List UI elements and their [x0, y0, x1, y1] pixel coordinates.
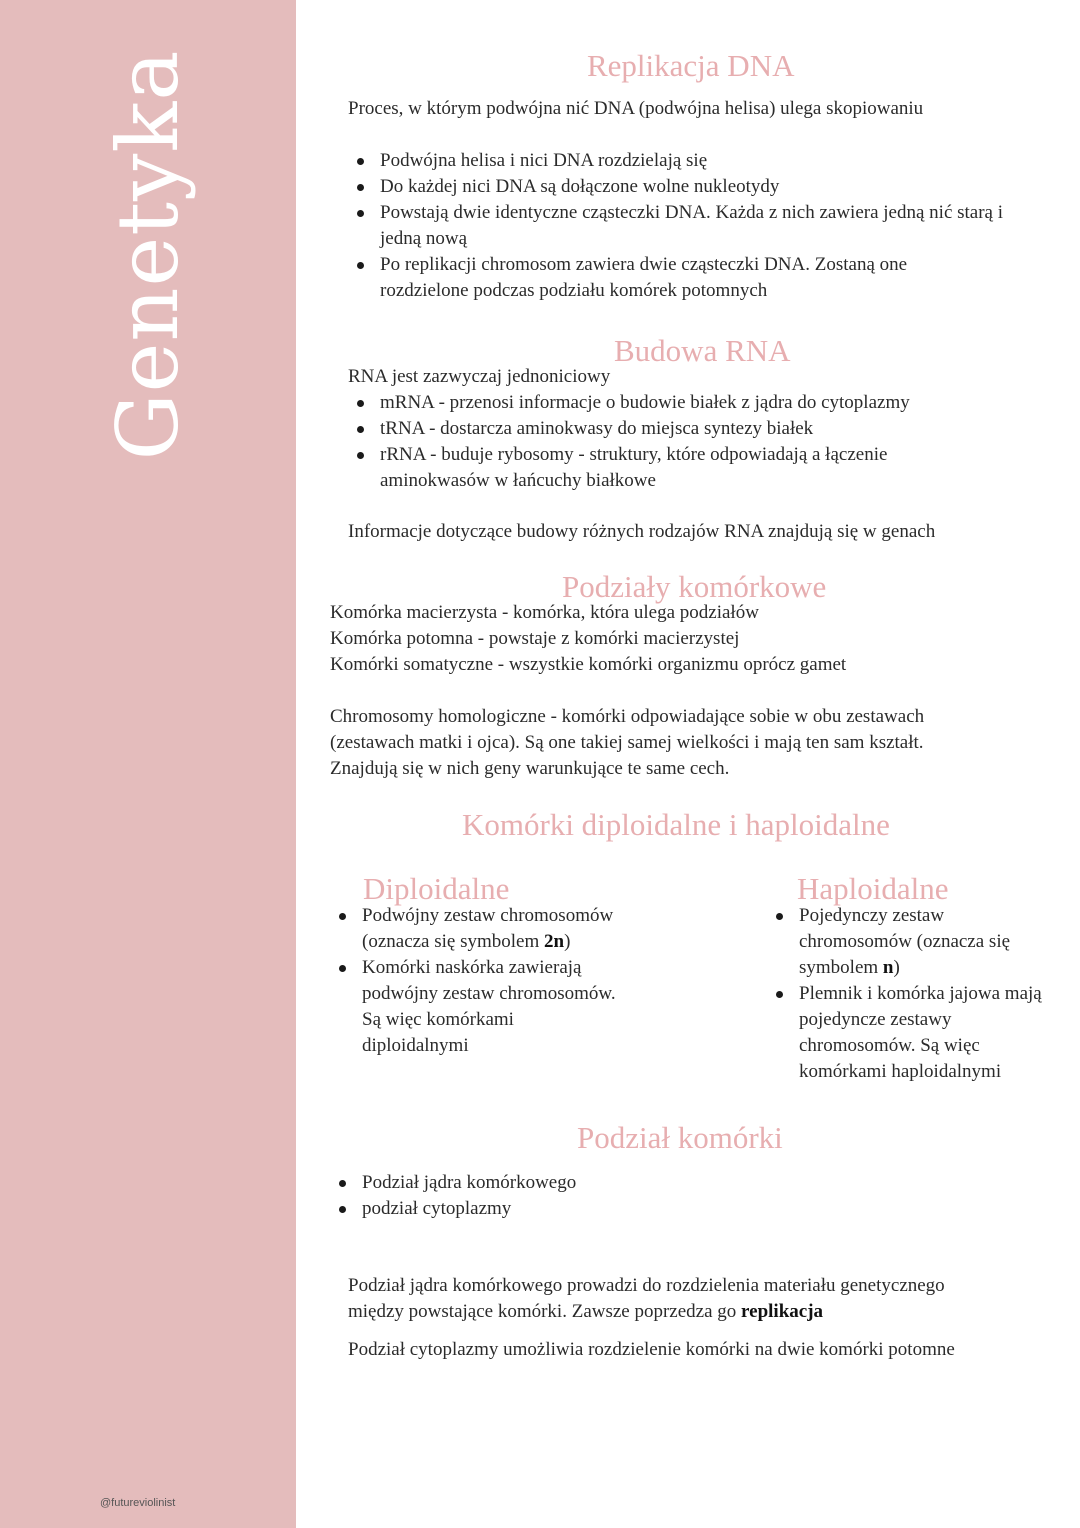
diploid-b1-text: Podwójny zestaw chromosomów (oznacza się symbolem [362, 905, 614, 952]
podzial-p1-line1: Podział jądra komórkowego prowadzi do rozdzielenia materiału genetycznego [348, 1275, 945, 1296]
podzial-list [330, 1170, 730, 1222]
list-item [767, 903, 1052, 981]
list-item: Komórki naskórka zawierają podwójny zestaw chromosomów. Są więc komórkami diploidalnymi [330, 955, 620, 1059]
symbol-2n: 2n [544, 931, 565, 952]
rna-note: Informacje dotyczące budowy różnych rodzajów RNA znajdują się w genach [348, 521, 936, 542]
list-item: mRNA - przenosi informacje o budowie białek z jądra do cytoplazmy [348, 390, 963, 416]
list-item: Podwójna helisa i nici DNA rozdzielają się [348, 148, 1048, 174]
list-item: tRNA - dostarcza aminokwasy do miejsca syntezy białek [348, 416, 963, 442]
sidebar-title: Genetyka [99, 49, 197, 461]
rna-list [348, 390, 963, 494]
list-item: Do każdej nici DNA są dołączone wolne nukleotydy [348, 174, 1048, 200]
heading-replikacja: Replikacja DNA [587, 48, 795, 83]
heading-ploidy: Komórki diploidalne i haploidalne [462, 807, 890, 842]
replikacja-bold: replikacja [741, 1301, 824, 1322]
haploid-b1-text: Pojedynczy zestaw chromosomów (oznacza się symbolem [799, 905, 1011, 978]
podzial-p1-text: między powstające komórki. Zawsze poprzedza go [348, 1301, 742, 1322]
podzial-p2: Podział cytoplazmy umożliwia rozdzielenie komórki na dwie komórki potomne [348, 1339, 955, 1360]
author-watermark: @futureviolinist [100, 1497, 176, 1509]
homolog-line: (zestawach matki i ojca). Są one takiej samej wielkości i mają ten sam kształt. [330, 732, 924, 753]
definition-line: Komórka macierzysta - komórka, która ulega podziałów [330, 602, 759, 623]
heading-diploid: Diploidalne [363, 871, 510, 906]
symbol-n: n [882, 957, 894, 978]
heading-podzial: Podział komórki [577, 1120, 783, 1155]
diploid-b1-end: ) [564, 931, 571, 952]
heading-haploid: Haploidalne [797, 871, 949, 906]
replikacja-list [348, 148, 1048, 304]
diploid-list [330, 903, 620, 1059]
heading-podzialy: Podziały komórkowe [562, 569, 827, 604]
heading-rna: Budowa RNA [614, 333, 791, 368]
podzial-p1-line2 [348, 1299, 823, 1325]
sidebar [0, 0, 296, 1528]
rna-intro: RNA jest zazwyczaj jednoniciowy [348, 366, 611, 387]
replikacja-intro: Proces, w którym podwójna nić DNA (podwójna helisa) ulega skopiowaniu [348, 98, 924, 119]
haploid-list [767, 903, 1052, 1085]
homolog-line: Chromosomy homologiczne - komórki odpowiadające sobie w obu zestawach [330, 706, 925, 727]
list-item: Powstają dwie identyczne cząsteczki DNA. Każda z nich zawiera jedną nić starą i jedną nową [348, 200, 1048, 252]
list-item: rRNA - buduje rybosomy - struktury, które odpowiadają a łączenie aminokwasów w łańcuchy białkowe [348, 442, 963, 494]
haploid-b1-end: ) [893, 957, 900, 978]
list-item: Po replikacji chromosom zawiera dwie cząsteczki DNA. Zostaną one rozdzielone podczas podziału komórek potomnych [348, 252, 970, 304]
homolog-line: Znajdują się w nich geny warunkujące te same cech. [330, 758, 730, 779]
definition-line: Komórka potomna - powstaje z komórki macierzystej [330, 628, 740, 649]
list-item: Plemnik i komórka jajowa mają pojedyncze zestawy chromosomów. Są więc komórkami haploidalnymi [767, 981, 1052, 1085]
definition-line: Komórki somatyczne - wszystkie komórki organizmu oprócz gamet [330, 654, 847, 675]
list-item: Podział jądra komórkowego [330, 1170, 730, 1196]
list-item: podział cytoplazmy [330, 1196, 730, 1222]
list-item [330, 903, 620, 955]
